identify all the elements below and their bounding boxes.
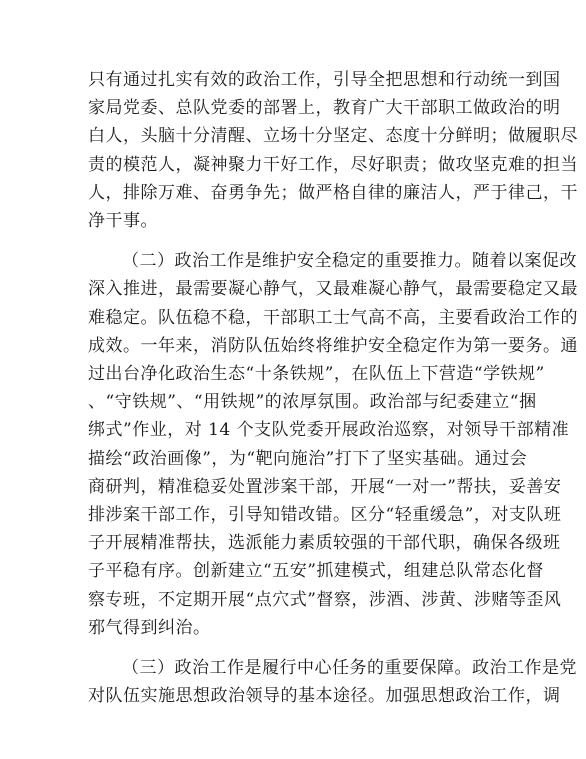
text-line: 责的模范人，凝神聚力干好工作，尽好职责；做攻坚克难的担当 [88, 154, 578, 175]
text-line: 只有通过扎实有效的政治工作，引导全把思想和行动统一到国 [88, 70, 561, 90]
text-line: 净干事。 [88, 211, 158, 232]
paragraph-1 [88, 66, 578, 235]
text-line: 白人，头脑十分清醒、立场十分坚定、态度十分鲜明；做履职尽 [88, 126, 578, 147]
text-line: 对队伍实施思想政治领导的基本途径。加强思想政治工作，调 [88, 686, 561, 707]
text-line: 排涉案干部工作，引导知错改错。区分“轻重缓急”，对支队班 [88, 505, 562, 526]
document-body [88, 66, 578, 710]
text-line: 子开展精准帮扶，选派能力素质较强的干部代职，确保各级班 [88, 533, 561, 554]
paragraph-gap [88, 235, 508, 247]
text-line: 、“守铁规”、“用铁规”的浓厚氛围。政治部与纪委建立“捆 [88, 392, 537, 413]
text-line: 邪气得到纠治。 [88, 617, 211, 638]
text-line: （三）政治工作是履行中心任务的重要保障。政治工作是党 [122, 658, 577, 679]
text-line: 描绘“政治画像”，为“靶向施治”打下了坚实基础。通过会 [88, 448, 528, 469]
text-line: 难稳定。队伍稳不稳，干部职工士气高不高，主要看政治工作的 [88, 307, 578, 328]
text-line: 察专班，不定期开展“点穴式”督察，涉酒、涉黄、涉赌等歪风 [88, 589, 562, 610]
text-line: 人，排除万难、奋勇争先；做严格自律的廉洁人，严于律己，干 [88, 182, 578, 203]
text-line: 子平稳有序。创新建立“五安”抓建模式，组建总队常态化督 [88, 561, 544, 582]
paragraph-2 [88, 247, 578, 642]
text-line: 深入推进，最需要凝心静气，又最难凝心静气，最需要稳定又最 [88, 279, 578, 300]
paragraph-3 [88, 654, 577, 710]
text-line: 绑式”作业，对 14 个支队党委开展政治巡察，对领导干部精准 [88, 420, 570, 441]
text-line: 成效。一年来，消防队伍始终将维护安全稳定作为第一要务。通 [88, 335, 578, 356]
text-line: （二）政治工作是维护安全稳定的重要推力。随着以案促改 [122, 251, 577, 272]
text-line: 商研判，精准稳妥处置涉案干部，开展“一对一”帮扶，妥善安 [88, 476, 562, 497]
paragraph-gap [88, 642, 508, 654]
text-line: 家局党委、总队党委的部署上，教育广大干部职工做政治的明 [88, 98, 561, 119]
text-line: 过出台净化政治生态“十条铁规”，在队伍上下营造“学铁规” [88, 364, 545, 385]
